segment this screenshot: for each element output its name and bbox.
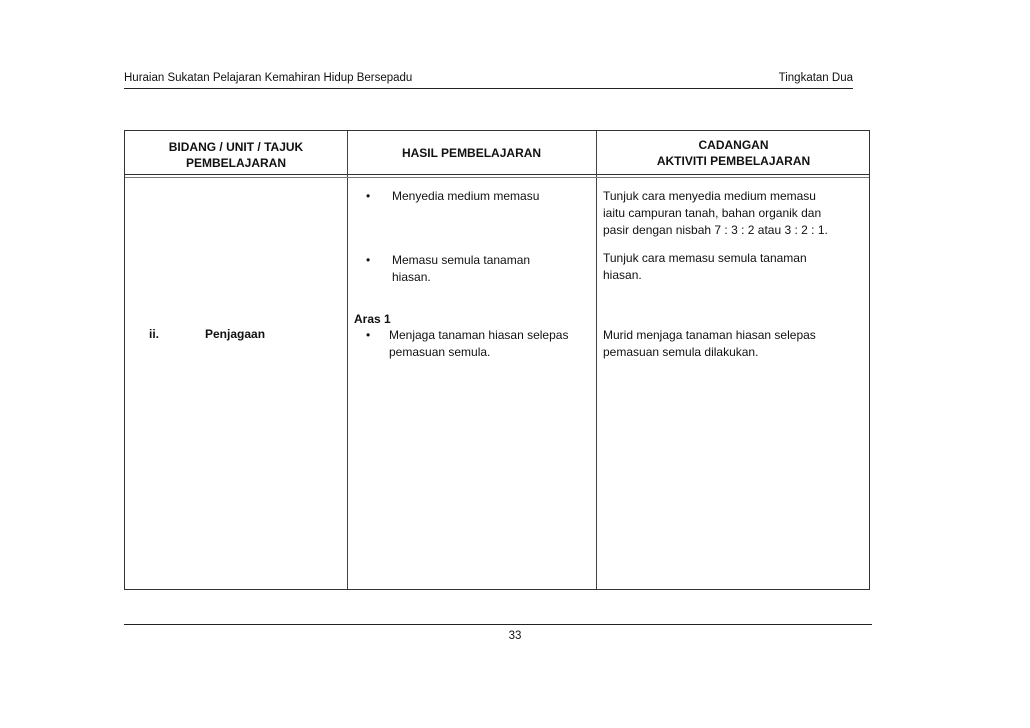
page-number: 33	[508, 630, 522, 642]
outcome-item-3	[366, 327, 596, 361]
outcome-item-3-line1: Menjaga tanaman hiasan selepas	[389, 328, 569, 342]
level-label: Aras 1	[354, 312, 391, 326]
col-header-activity-line1: CADANGAN	[698, 138, 769, 152]
outcome-item-2-line1: Memasu semula tanaman	[392, 253, 531, 267]
col-header-suggested-activity	[596, 137, 871, 169]
activity-item-3-line2: pemasuan semula dilakukan.	[603, 345, 759, 359]
activity-item-1	[603, 188, 871, 239]
col-header-topic-line1: BIDANG / UNIT / TAJUK	[168, 140, 304, 154]
section-number: ii.	[149, 327, 160, 341]
col-header-learning-outcome: HASIL PEMBELAJARAN	[401, 146, 542, 160]
outcome-item-1-text: Menyedia medium memasu	[392, 189, 540, 203]
bullet-icon: •	[366, 328, 371, 342]
section-title: Penjagaan	[205, 327, 266, 341]
activity-item-1-line1: Tunjuk cara menyedia medium memasu	[603, 189, 816, 203]
activity-item-3-line1: Murid menjaga tanaman hiasan selepas	[603, 328, 816, 342]
outcome-item-2	[366, 252, 586, 286]
activity-item-2	[603, 250, 871, 284]
col-header-activity-line2: AKTIVITI PEMBELAJARAN	[656, 154, 811, 168]
outcome-item-2-line2: hiasan.	[392, 270, 431, 284]
bullet-icon: •	[366, 189, 371, 203]
header-rule	[124, 88, 853, 89]
activity-item-3	[603, 327, 871, 361]
activity-item-2-line2: hiasan.	[603, 268, 642, 282]
column-divider-1	[347, 131, 348, 589]
col-header-topic	[125, 139, 347, 171]
outcome-item-1	[366, 188, 586, 205]
activity-item-2-line1: Tunjuk cara memasu semula tanaman	[603, 251, 807, 265]
bullet-icon: •	[366, 253, 371, 267]
header-document-title: Huraian Sukatan Pelajaran Kemahiran Hidup Bersepadu	[124, 72, 413, 84]
column-divider-2	[596, 131, 597, 589]
header-row-divider-double	[125, 177, 869, 178]
activity-item-1-line2: iaitu campuran tanah, bahan organik dan	[603, 206, 822, 220]
col-header-topic-line2: PEMBELAJARAN	[185, 156, 286, 170]
footer-rule	[124, 624, 872, 625]
activity-item-1-line3: pasir dengan nisbah 7 : 3 : 2 atau 3 : 2 : 1.	[603, 223, 828, 237]
outcome-item-3-line2: pemasuan semula.	[389, 345, 491, 359]
syllabus-table	[124, 130, 870, 590]
header-row-divider	[125, 174, 869, 175]
header-form-level: Tingkatan Dua	[778, 72, 853, 84]
